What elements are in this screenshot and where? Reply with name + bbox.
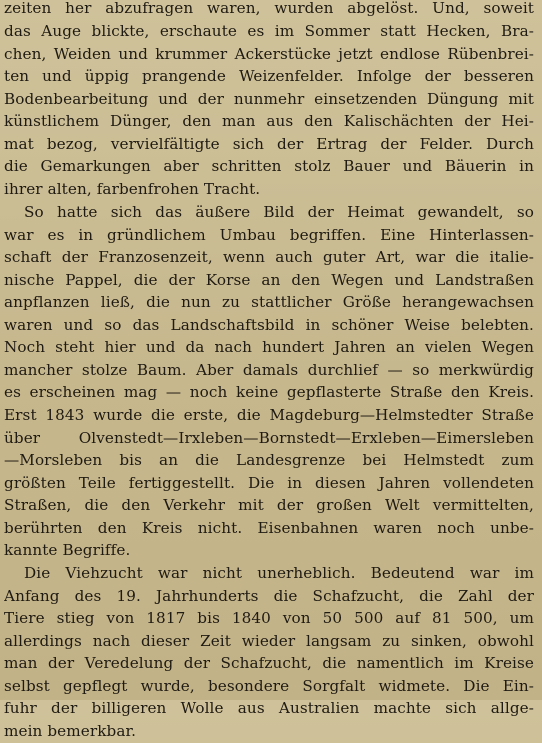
text-line: mat bezog, vervielfältigte sich der Ertrag der Felder. Durch <box>4 135 534 153</box>
text-line: ten und üppig prangende Weizenfelder. Infolge der besseren <box>4 67 534 85</box>
text-line: man der Veredelung der Schafzucht, die namentlich im Kreise <box>4 654 534 672</box>
text-line: künstlichem Dünger, den man aus den Kalischächten der Hei- <box>4 112 534 130</box>
text-line: über Olvenstedt—Irxleben—Bornstedt—Erxleben—Eimersleben <box>4 429 534 447</box>
text-line: Tiere stieg von 1817 bis 1840 von 50 500 auf 81 500, um <box>4 609 534 627</box>
text-line: anpflanzen ließ, die nun zu stattlicher Größe herangewachsen <box>4 293 534 311</box>
text-line: die Gemarkungen aber schritten stolz Bauer und Bäuerin in <box>4 157 534 175</box>
text-line: mancher stolze Baum. Aber damals durchlief — so merkwürdig <box>4 361 534 379</box>
text-line: chen, Weiden und krummer Ackerstücke jetzt endlose Rübenbrei- <box>4 45 534 63</box>
text-line: berührten den Kreis nicht. Eisenbahnen waren noch unbe- <box>4 519 534 537</box>
text-line: schaft der Franzosenzeit, wenn auch guter Art, war die italie- <box>4 248 534 266</box>
text-line: nische Pappel, die der Korse an den Wegen und Landstraßen <box>4 271 534 289</box>
text-line: Noch steht hier und da nach hundert Jahren an vielen Wegen <box>4 338 534 356</box>
text-line: Straßen, die den Verkehr mit der großen Welt vermittelten, <box>4 496 534 514</box>
text-line: kannte Begriffe. <box>4 541 131 559</box>
text-line: selbst gepflegt wurde, besondere Sorgfalt widmete. Die Ein- <box>4 677 534 695</box>
text-line: allerdings nach dieser Zeit wieder langsam zu sinken, obwohl <box>4 632 534 650</box>
text-line: fuhr der billigeren Wolle aus Australien machte sich allge- <box>4 699 534 717</box>
text-line: waren und so das Landschaftsbild in schöner Weise belebten. <box>4 316 534 334</box>
text-line: zeiten her abzufragen waren, wurden abgelöst. Und, soweit <box>4 0 534 17</box>
text-line: Erst 1843 wurde die erste, die Magdeburg—Helmstedter Straße <box>4 406 534 424</box>
text-line: mein bemerkbar. <box>4 722 137 740</box>
text-line: es erscheinen mag — noch keine gepflasterte Straße den Kreis. <box>4 383 534 401</box>
paragraph-start-line: So hatte sich das äußere Bild der Heimat gewandelt, so <box>24 203 534 221</box>
text-line: —Morsleben bis an die Landesgrenze bei Helmstedt zum <box>4 451 534 469</box>
text-line: Bodenbearbeitung und der nunmehr einsetzenden Düngung mit <box>4 90 534 108</box>
text-line: größten Teile fertiggestellt. Die in diesen Jahren vollendeten <box>4 474 534 492</box>
text-line: das Auge blickte, erschaute es im Sommer statt Hecken, Bra- <box>4 22 534 40</box>
text-line: war es in gründlichem Umbau begriffen. Eine Hinterlassen- <box>4 226 534 244</box>
paragraph-start-line: Die Viehzucht war nicht unerheblich. Bedeutend war im <box>24 564 534 582</box>
text-line: ihrer alten, farbenfrohen Tracht. <box>4 180 261 198</box>
text-line: Anfang des 19. Jahrhunderts die Schafzucht, die Zahl der <box>4 587 534 605</box>
